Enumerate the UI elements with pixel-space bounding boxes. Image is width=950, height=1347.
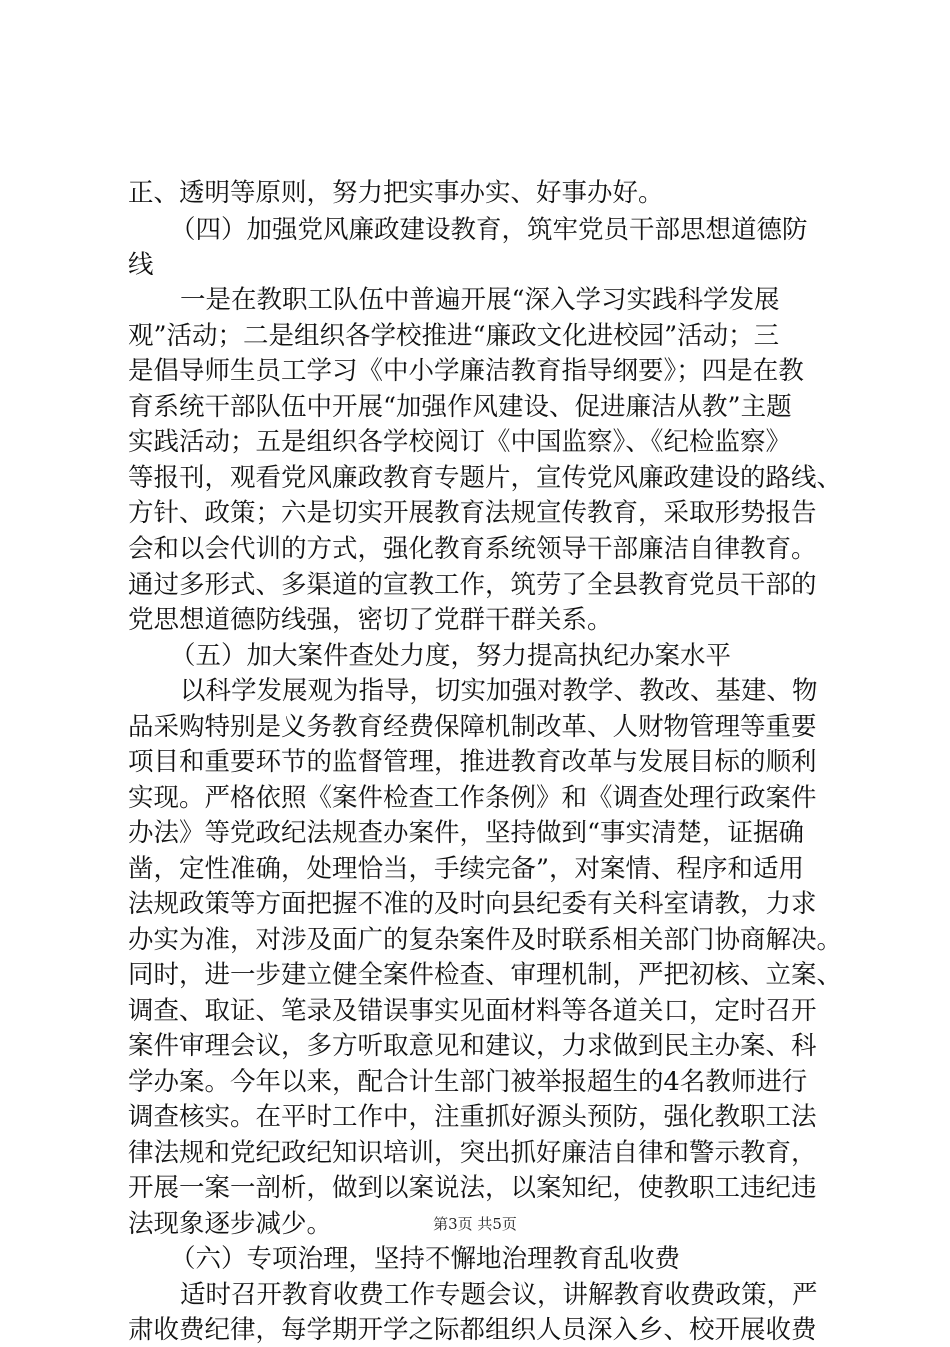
text-line: 正、透明等原则，努力把实事办实、好事办好。 [128,178,664,208]
text-line: 方针、政策；六是切实开展教育法规宣传教育，采取形势报告 [128,498,817,528]
text-line: 适时召开教育收费工作专题会议，讲解教育收费政策，严 [180,1280,818,1310]
page-footer: 第3页 共5页 [433,1215,517,1233]
text-line: 调查核实。在平时工作中，注重抓好源头预防，强化教职工法 [128,1102,817,1132]
text-line: 线 [128,250,154,280]
text-line: 实现。严格依照《案件检查工作条例》和《调查处理行政案件 [128,783,817,813]
text-line: 一是在教职工队伍中普遍开展“深入学习实践科学发展 [180,285,780,315]
text-line: 凿，定性准确，处理恰当，手续完备”，对案情、程序和适用 [128,854,805,884]
text-line: 观”活动；二是组织各学校推进“廉政文化进校园”活动；三 [128,321,780,351]
text-line: 同时，进一步建立健全案件检查、审理机制，严把初核、立案、 [128,960,843,990]
text-line: 学办案。今年以来，配合计生部门被举报超生的4名教师进行 [128,1067,808,1097]
text-line: 法现象逐步减少。 [128,1209,333,1239]
text-line: 法规政策等方面把握不准的及时向县纪委有关科室请教，力求 [128,889,817,919]
text-line: 项目和重要环节的监督管理，推进教育改革与发展目标的顺利 [128,747,817,777]
text-line: 以科学发展观为指导，切实加强对教学、教改、基建、物 [180,676,818,706]
text-line: 等报刊，观看党风廉政教育专题片，宣传党风廉政建设的路线、 [128,463,843,493]
text-line: 育系统干部队伍中开展“加强作风建设、促进廉洁从教”主题 [128,392,792,422]
text-line: （五）加大案件查处力度，努力提高执纪办案水平 [170,641,732,671]
text-line: 开展一案一剖析，做到以案说法，以案知纪，使教职工违纪违 [128,1173,817,1203]
text-line: 办实为准，对涉及面广的复杂案件及时联系相关部门协商解决。 [128,925,843,955]
text-line: 律法规和党纪政纪知识培训，突出抓好廉洁自律和警示教育， [128,1138,817,1168]
text-line: （六）专项治理，坚持不懈地治理教育乱收费 [170,1244,681,1274]
text-line: 肃收费纪律，每学期开学之际都组织人员深入乡、校开展收费 [128,1315,817,1345]
text-line: 党思想道德防线强，密切了党群干群关系。 [128,605,613,635]
text-line: 实践活动；五是组织各学校阅订《中国监察》、《纪检监察》 [128,427,792,457]
text-line: （四）加强党风廉政建设教育，筑牢党员干部思想道德防 [170,215,808,245]
text-line: 通过多形式、多渠道的宣教工作，筑劳了全县教育党员干部的 [128,570,817,600]
text-line: 是倡导师生员工学习《中小学廉洁教育指导纲要》；四是在教 [128,356,804,386]
text-line: 品采购特别是义务教育经费保障机制改革、人财物管理等重要 [128,712,817,742]
text-line: 案件审理会议，多方听取意见和建议，力求做到民主办案、科 [128,1031,817,1061]
text-line: 会和以会代训的方式，强化教育系统领导干部廉洁自律教育。 [128,534,817,564]
text-line: 调查、取证、笔录及错误事实见面材料等各道关口，定时召开 [128,996,817,1026]
text-line: 办法》等党政纪法规查办案件，坚持做到“事实清楚，证据确 [128,818,805,848]
